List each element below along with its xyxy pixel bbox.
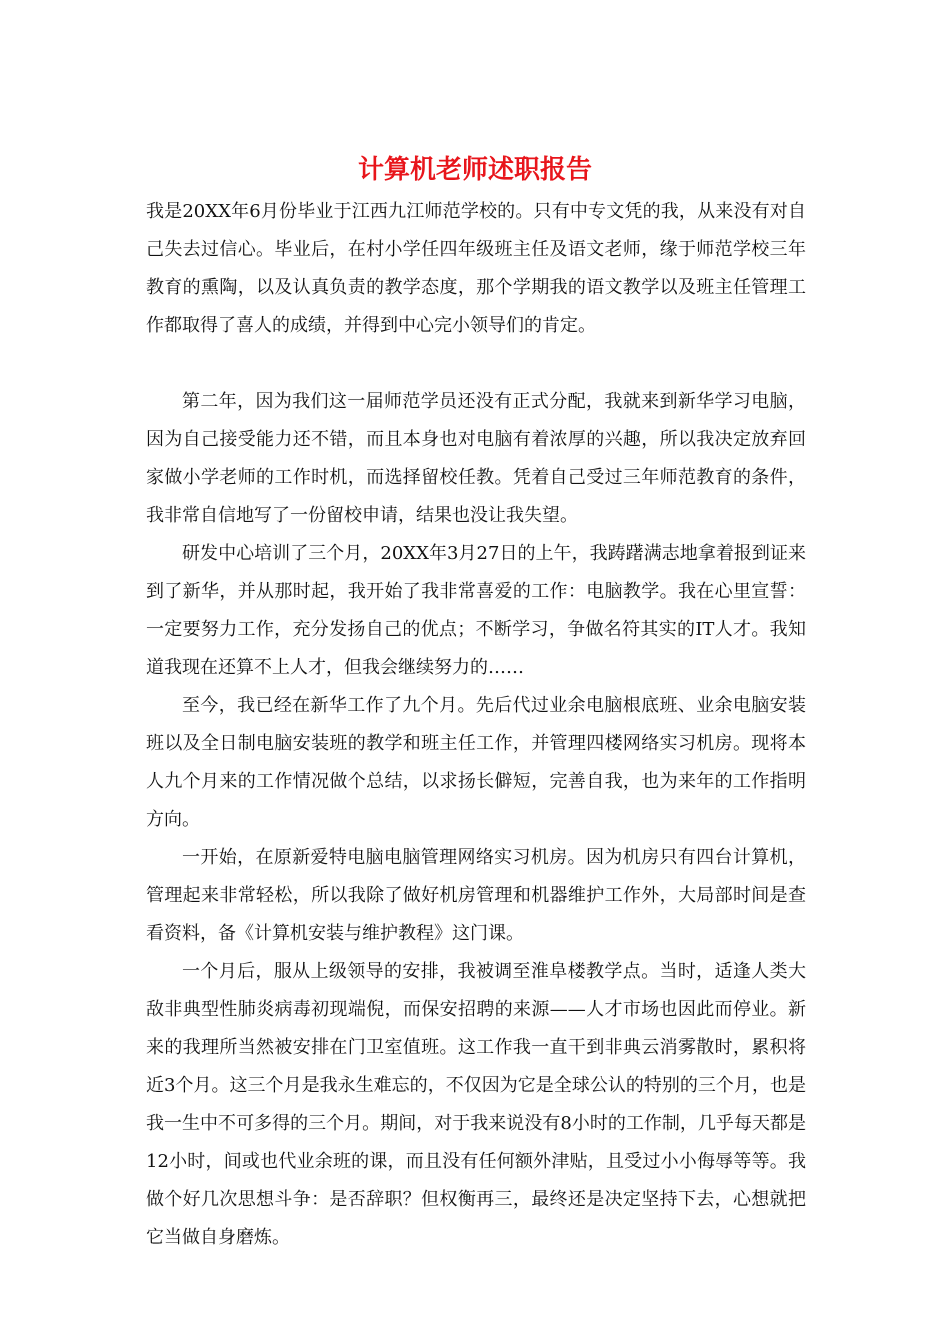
paragraph: 我是20XX年6月份毕业于江西九江师范学校的。只有中专文凭的我，从来没有对自己失去过信心。毕业后，在村小学任四年级班主任及语文老师，缘于师范学校三年教育的熏陶，以及认真负责的教学态度，那个学期我的语文教学以及班主任管理工作都取得了喜人的成绩，并得到中心完小领导们的肯定。	[146, 201, 806, 336]
paragraph: 一开始，在原新爱特电脑电脑管理网络实习机房。因为机房只有四台计算机，管理起来非常轻松，所以我除了做好机房管理和机器维护工作外，大局部时间是查看资料，备《计算机安装与维护教程》这门课。	[146, 847, 806, 944]
paragraph: 至今，我已经在新华工作了九个月。先后代过业余电脑根底班、业余电脑安装班以及全日制电脑安装班的教学和班主任工作，并管理四楼网络实习机房。现将本人九个月来的工作情况做个总结，以求扬长僻短，完善自我，也为来年的工作指明方向。	[146, 695, 806, 830]
document-title: 计算机老师述职报告	[357, 155, 592, 185]
paragraph: 第二年，因为我们这一届师范学员还没有正式分配，我就来到新华学习电脑，因为自己接受能力还不错，而且本身也对电脑有着浓厚的兴趣，所以我决定放弃回家做小学老师的工作时机，而选择留校任教。凭着自己受过三年师范教育的条件，我非常自信地写了一份留校申请，结果也没让我失望。	[146, 391, 806, 526]
paragraph: 研发中心培训了三个月，20XX年3月27日的上午，我踌躇满志地拿着报到证来到了新华，并从那时起，我开始了我非常喜爱的工作：电脑教学。我在心里宣誓：一定要努力工作，充分发扬自己的优点；不断学习，争做名符其实的IT人才。我知道我现在还算不上人才，但我会继续努力的……	[146, 543, 806, 678]
paragraph: 一个月后，服从上级领导的安排，我被调至淮阜楼教学点。当时，适逢人类大敌非典型性肺炎病毒初现端倪，而保安招聘的来源——人才市场也因此而停业。新来的我理所当然被安排在门卫室值班。这工作我一直干到非典云消雾散时，累积将近3个月。这三个月是我永生难忘的，不仅因为它是全球公认的特别的三个月，也是我一生中不可多得的三个月。期间，对于我来说没有8小时的工作制，几乎每天都是12小时，间或也代业余班的课，而且没有任何额外津贴，且受过小小侮辱等等。我做个好几次思想斗争：是否辞职？但权衡再三，最终还是决定坚持下去，心想就把它当做自身磨炼。	[146, 961, 806, 1248]
document-body	[146, 193, 806, 1257]
